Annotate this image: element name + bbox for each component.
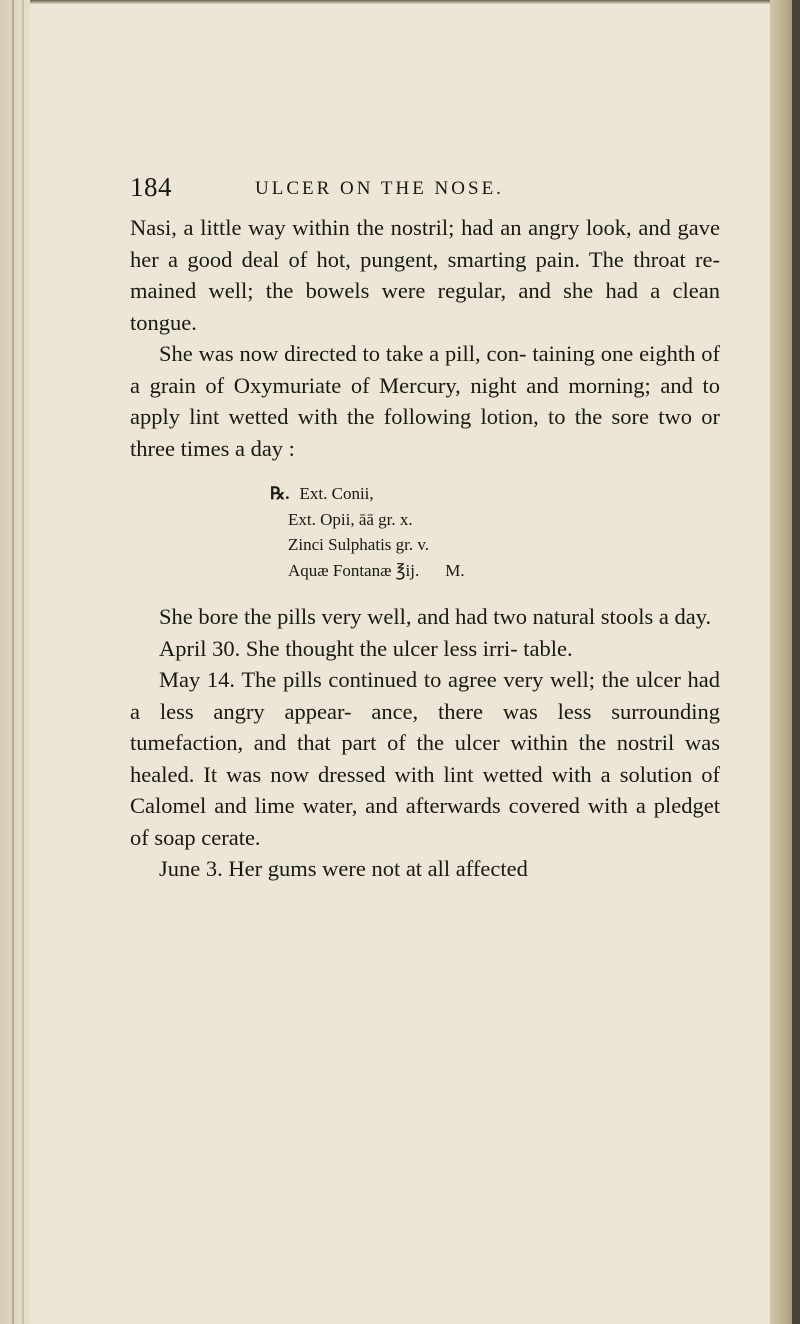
prescription-line bbox=[270, 481, 720, 507]
binding-line bbox=[12, 0, 14, 1324]
recipe-symbol: ℞. bbox=[270, 484, 290, 503]
prescription-line bbox=[270, 558, 720, 584]
paragraph: Nasi, a little way within the nostril; had an angry look, and gave her a good deal of hot, pungent, smarting pain. The throat re- mained well; the bowels were regular, and she had a clean tongue. bbox=[130, 215, 720, 335]
page-right-edge bbox=[770, 0, 800, 1324]
prescription bbox=[130, 481, 720, 583]
page-left-edge bbox=[0, 0, 30, 1324]
page-edge-shadow bbox=[792, 0, 800, 1324]
binding-line bbox=[22, 0, 24, 1324]
body-text bbox=[130, 212, 720, 885]
prescription-line: Zinci Sulphatis gr. v. bbox=[288, 535, 430, 554]
prescription-ingredient: Aquæ Fontanæ ℥ij. bbox=[288, 560, 420, 580]
paragraph: June 3. Her gums were not at all affected bbox=[159, 856, 528, 881]
prescription-line: Ext. Opii, āā gr. x. bbox=[288, 509, 413, 529]
running-head: ULCER ON THE NOSE. bbox=[255, 178, 504, 199]
paragraph: May 14. The pills continued to agree very well; the ulcer had a less angry appear- ance, there was less surrounding tumefaction, and that part of the ulcer within the nostril was healed. It was now dressed with lint wetted with a solution of Calomel and lime water, and afterwards covered with a pledget of soap cerate. bbox=[130, 667, 720, 850]
page-header bbox=[130, 172, 720, 212]
paragraph: She bore the pills very well, and had two natural stools a day. bbox=[159, 604, 712, 629]
page-number: 184 bbox=[130, 172, 172, 202]
page-top-edge bbox=[0, 0, 800, 4]
prescription-ingredient: Ext. Conii, bbox=[299, 484, 374, 503]
prescription-mark: M. bbox=[445, 560, 465, 580]
paragraph: April 30. She thought the ulcer less irri- table. bbox=[159, 635, 573, 661]
book-page bbox=[130, 172, 720, 885]
paragraph: She was now directed to take a pill, con- taining one eighth of a grain of Oxymuriate of Mercury, night and morning; and to apply lint wetted with the following lotion, to the sore two or three times a day : bbox=[130, 341, 720, 461]
